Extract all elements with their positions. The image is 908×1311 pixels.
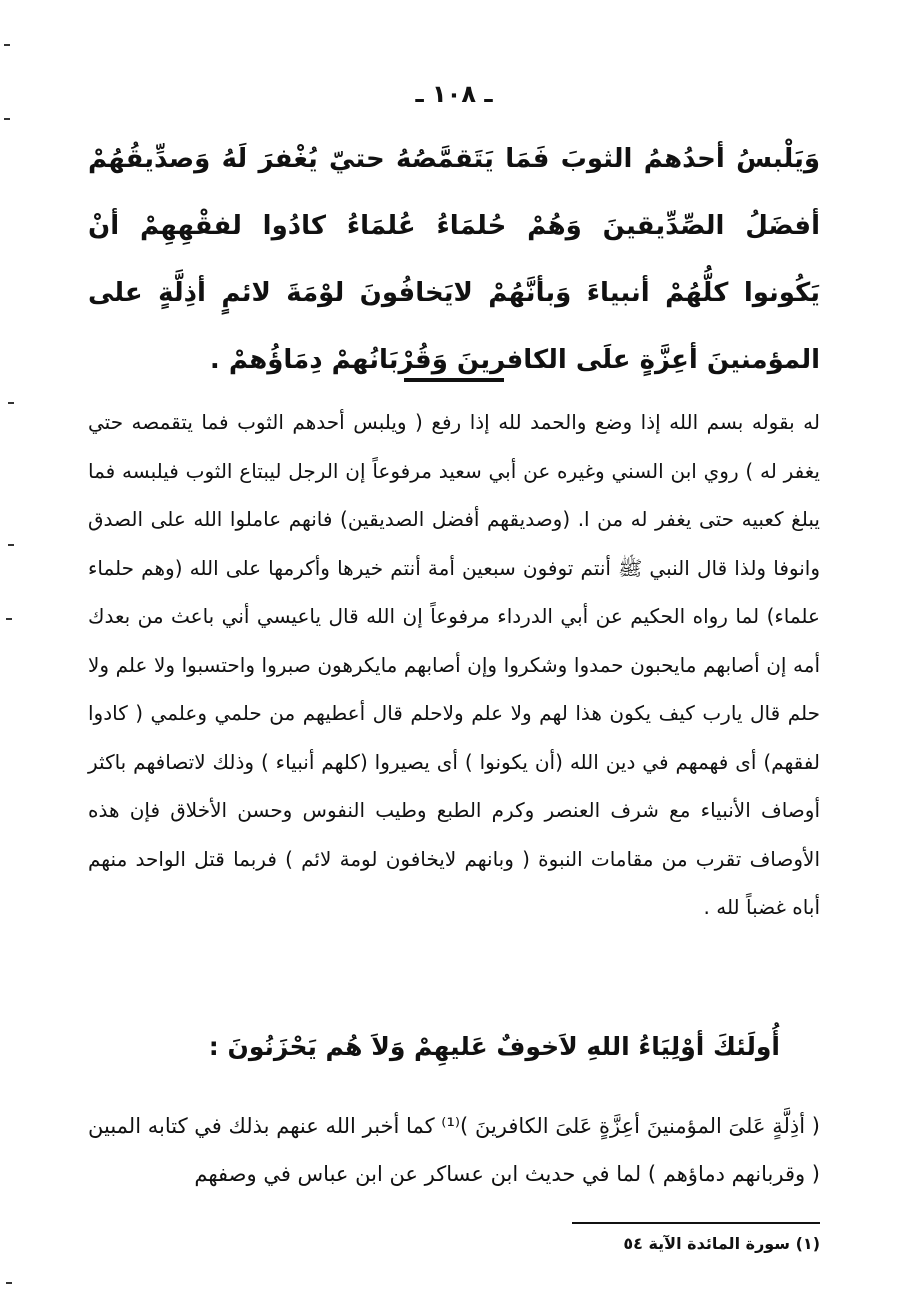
footnote: (١) سورة المائدة الآية ٥٤: [623, 1234, 820, 1253]
scan-margin-mark: [8, 402, 14, 404]
quranic-verse-line: أُولَئكَ أوْلِيَاءُ اللهِ لاَخوفٌ عَليهِمْ وَلاَ هُم يَحْزَنُونَ :: [208, 1032, 780, 1061]
scan-margin-mark: [4, 44, 10, 46]
section-divider: [404, 378, 504, 382]
scan-margin-mark: [6, 1282, 12, 1284]
main-text-block: وَيَلْبسُ أحدُهمُ الثوبَ فَمَا يَتَقمَّصُهُ حتيّ يُغْفرَ لَهُ وَصدِّيقُهُمْ أفضَلُ الصِّدِّيقينَ وَهُمْ حُلمَاءُ عُلمَاءُ كادُوا لفقْهِهِمْ أنْ يَكُونوا كلُّهُمْ أنبياءَ وَبأنَّهُمْ لايَخافُونَ لوْمَةَ لائمٍ أذِلَّةٍ على المؤمنينَ أعِزَّةٍ علَى الكافرينَ وَقُرْبَانُهمْ دِمَاؤُهمْ .: [88, 144, 820, 375]
scan-margin-mark: [6, 618, 12, 620]
scan-margin-mark: [4, 118, 10, 120]
commentary-block: له بقوله بسم الله إذا وضع والحمد لله إذا رفع ( ويلبس أحدهم الثوب فما يتقمصه حتي يغفر له ) روي ابن السني وغيره عن أبي سعيد مرفوعاً إن الرجل ليبتاع الثوب فيلبسه فما يبلغ كعبيه حتى يغفر له من ا. (وصديقهم أفضل الصديقين) فانهم عاملوا الله على الصدق وانوفا ولذا قال النبي ﷺ أنتم توفون سبعين أمة أنتم خيرها وأكرمها على الله (وهم حلماء علماء) لما رواه الحكيم عن أبي الدرداء مرفوعاً إن الله قال ياعيسي أني باعث من بعدك أمه إن أصابهم مايحبون حمدوا وشكروا وإن أصابهم مايكرهون صبروا واحتسبوا ولا علم ولا حلم قال يارب كيف يكون هذا لهم ولا علم ولاحلم قال أعطيهم من حلمي وعلمي ( كادوا لفقهم) أى فهمهم في دين الله (أن يكونوا ) أى يصيروا (كلهم أنبياء ) وذلك لاتصافهم باكثر أوصاف الأنبياء مع شرف العنصر وكرم الطبع وطيب النفوس وحسن الأخلاق فإن هذه الأوصاف تقرب من مقامات النبوة ( وبانهم لايخافون لومة لائم ) فربما قتل الواحد منهم أباه غضباً لله .: [88, 410, 820, 919]
commentary-continuation: ( أذِلَّةٍ عَلىَ المؤمنينَ أعِزَّةٍ عَلىَ الكافرينَ )⁽¹⁾ كما أخبر الله عنهم بذلك في كتابه المبين ( وقربانهم دماؤهم ) لما في حديث ابن عساكر عن ابن عباس في وصفهم: [88, 1114, 820, 1186]
scan-margin-mark: [8, 544, 14, 546]
footnote-rule: [572, 1222, 820, 1224]
page-number: ـ ١٠٨ ـ: [415, 80, 493, 108]
